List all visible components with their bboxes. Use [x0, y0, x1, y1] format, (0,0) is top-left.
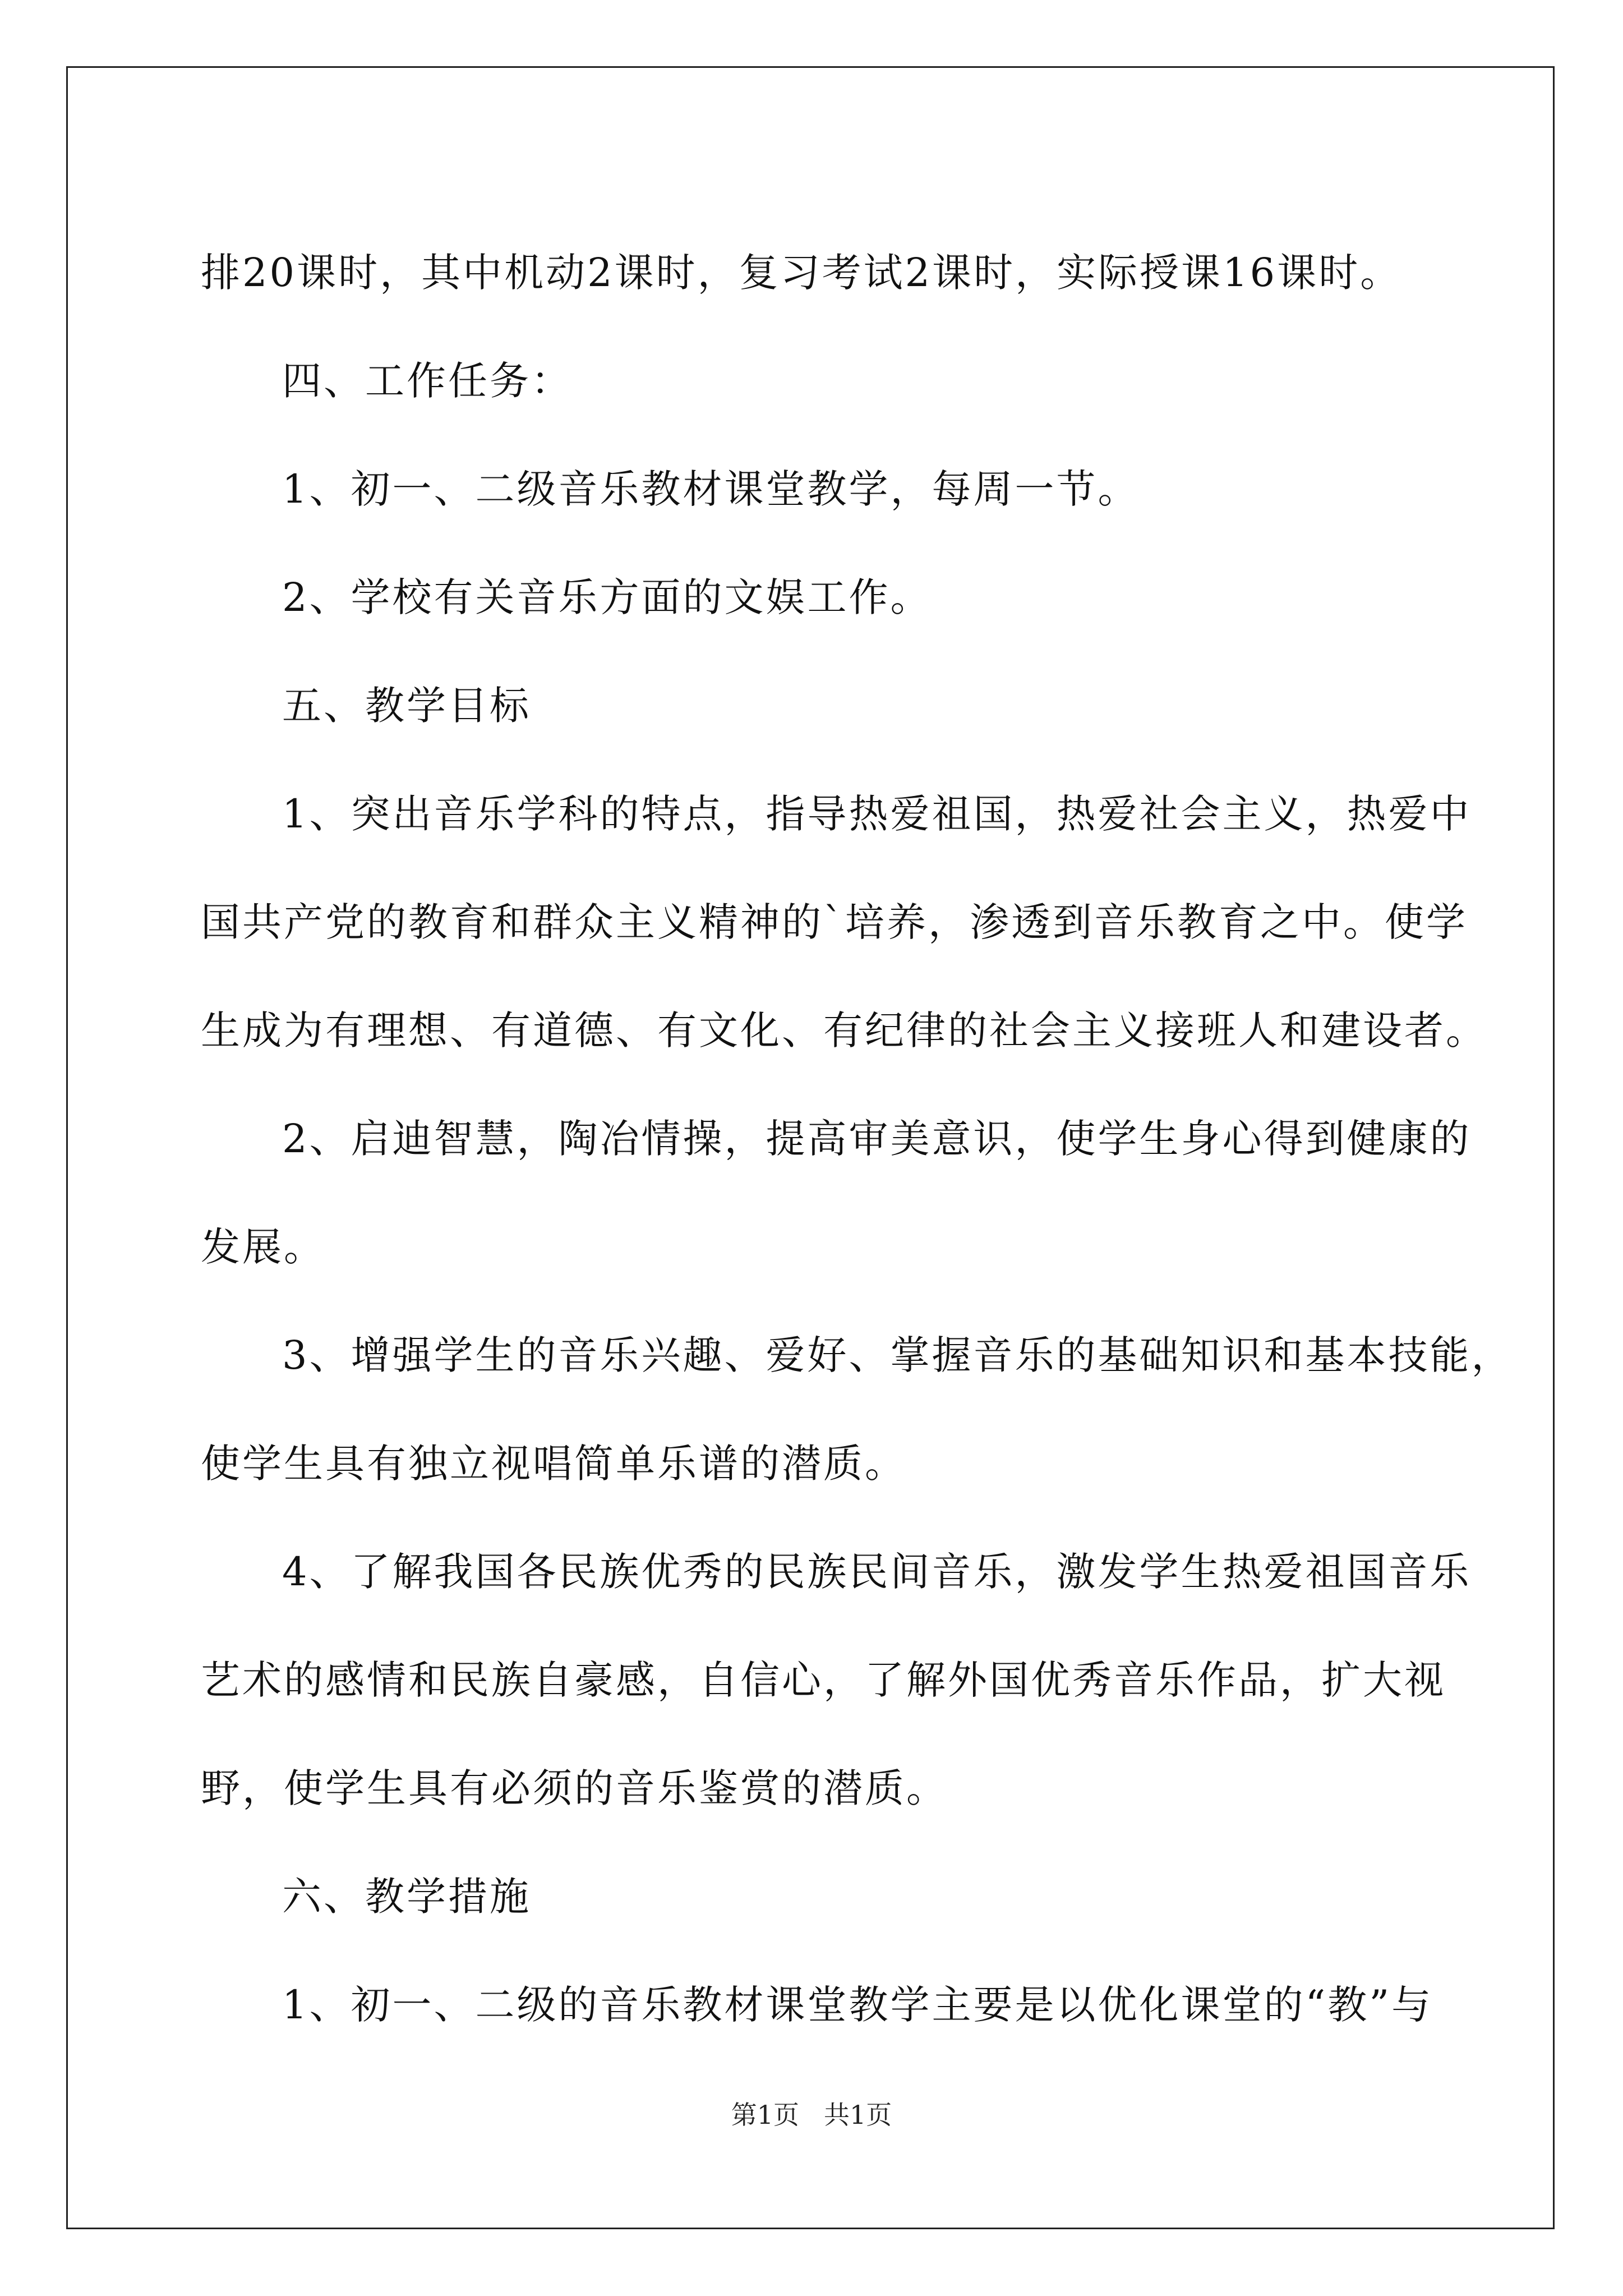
- page-number: 第1页: [731, 2100, 800, 2130]
- paragraph-line: 2、启迪智慧，陶冶情操，提高审美意识，使学生身心得到健康的: [282, 1116, 1472, 1162]
- paragraph-line: 1、初一、二级音乐教材课堂教学，每周一节。: [282, 466, 1140, 512]
- paragraph-line: 野，使学生具有必须的音乐鉴赏的潜质。: [201, 1765, 948, 1811]
- page-total: 共1页: [823, 2100, 892, 2130]
- section-heading-teaching-measures: 六、教学措施: [282, 1874, 531, 1920]
- paragraph-line: 1、突出音乐学科的特点，指导热爱祖国，热爱社会主义，热爱中: [282, 791, 1472, 837]
- paragraph-line: 国共产党的教育和群众主义精神的`培养，渗透到音乐教育之中。使学: [201, 899, 1468, 945]
- paragraph-line: 1、初一、二级的音乐教材课堂教学主要是以优化课堂的“教”与: [282, 1982, 1433, 2028]
- section-heading-work-tasks: 四、工作任务：: [282, 358, 573, 404]
- document-body: [201, 219, 1513, 2059]
- paragraph-line: 排20课时，其中机动2课时，复习考试2课时，实际授课16课时。: [201, 250, 1402, 296]
- paragraph-line: 艺术的感情和民族自豪感，自信心，了解外国优秀音乐作品，扩大视: [201, 1657, 1446, 1703]
- paragraph-line: 3、增强学生的音乐兴趣、爱好、掌握音乐的基础知识和基本技能，: [282, 1332, 1513, 1378]
- paragraph-line: 使学生具有独立视唱简单乐谱的潜质。: [201, 1441, 906, 1487]
- paragraph-line: 生成为有理想、有道德、有文化、有纪律的社会主义接班人和建设者。: [201, 1007, 1487, 1053]
- paragraph-line: 4、了解我国各民族优秀的民族民间音乐，激发学生热爱祖国音乐: [282, 1549, 1472, 1595]
- paragraph-line: 发展。: [201, 1224, 325, 1270]
- page-footer: [0, 2098, 1623, 2132]
- paragraph-line: 2、学校有关音乐方面的文娱工作。: [282, 574, 932, 620]
- section-heading-teaching-goals: 五、教学目标: [282, 683, 531, 729]
